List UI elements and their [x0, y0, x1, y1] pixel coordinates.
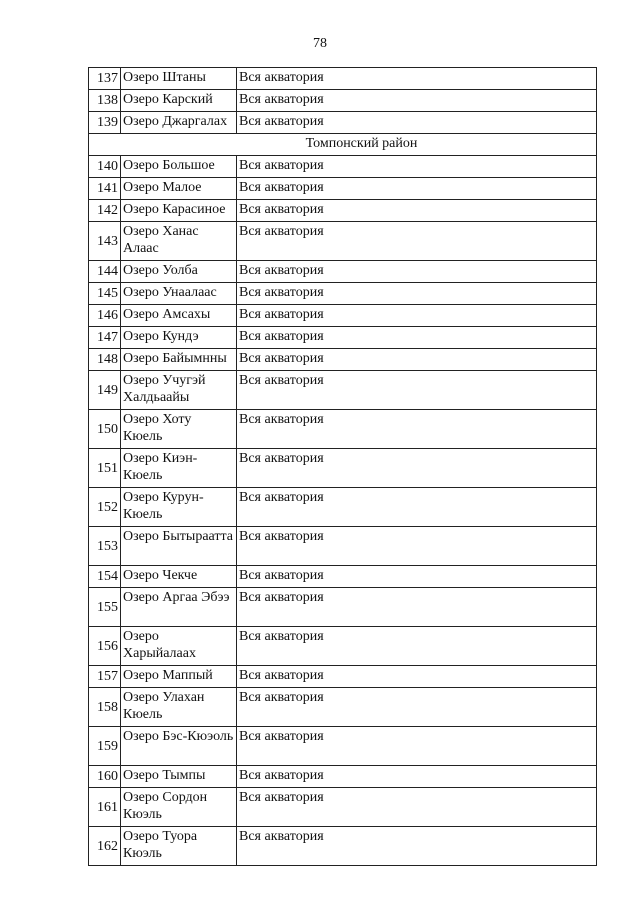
row-number: 147: [89, 327, 121, 349]
lake-area: Вся акватория: [237, 90, 597, 112]
row-number: 138: [89, 90, 121, 112]
row-number: 160: [89, 766, 121, 788]
table-row: [89, 410, 597, 449]
table-row: [89, 766, 597, 788]
table-row: [89, 200, 597, 222]
row-number: 153: [89, 527, 121, 566]
table-row: [89, 178, 597, 200]
lake-name: Озеро Сордон Кюэль: [121, 788, 237, 827]
lake-name: Озеро Киэн-Кюель: [121, 449, 237, 488]
row-number: 157: [89, 666, 121, 688]
row-number: 150: [89, 410, 121, 449]
lake-name: Озеро Амсахы: [121, 305, 237, 327]
lake-area: Вся акватория: [237, 449, 597, 488]
lake-area: Вся акватория: [237, 68, 597, 90]
table-row: [89, 588, 597, 627]
row-number: 154: [89, 566, 121, 588]
lake-name: Озеро Маппый: [121, 666, 237, 688]
row-number: 143: [89, 222, 121, 261]
lake-area: Вся акватория: [237, 327, 597, 349]
lake-name: Озеро Карский: [121, 90, 237, 112]
table-row: [89, 627, 597, 666]
row-number: 140: [89, 156, 121, 178]
lake-area: Вся акватория: [237, 222, 597, 261]
lake-name: Озеро Курун-Кюель: [121, 488, 237, 527]
row-number: 155: [89, 588, 121, 627]
lake-area: Вся акватория: [237, 688, 597, 727]
table-row: [89, 283, 597, 305]
table-row: [89, 90, 597, 112]
lake-area: Вся акватория: [237, 200, 597, 222]
table-row: [89, 371, 597, 410]
lake-name: Озеро Чекче: [121, 566, 237, 588]
row-number: 146: [89, 305, 121, 327]
row-number: 149: [89, 371, 121, 410]
lake-name: Озеро Кундэ: [121, 327, 237, 349]
row-number: 161: [89, 788, 121, 827]
lake-area: Вся акватория: [237, 488, 597, 527]
row-number: 141: [89, 178, 121, 200]
lake-area: Вся акватория: [237, 156, 597, 178]
lake-area: Вся акватория: [237, 627, 597, 666]
lake-name: Озеро Улахан Кюель: [121, 688, 237, 727]
lake-name: Озеро Тымпы: [121, 766, 237, 788]
lake-area: Вся акватория: [237, 305, 597, 327]
lake-area: Вся акватория: [237, 727, 597, 766]
lake-name: Озеро Карасиное: [121, 200, 237, 222]
row-number: 151: [89, 449, 121, 488]
lakes-table: [88, 67, 597, 866]
lake-name: Озеро Малое: [121, 178, 237, 200]
table-row: [89, 261, 597, 283]
row-number: 137: [89, 68, 121, 90]
row-number: 158: [89, 688, 121, 727]
lake-name: Озеро Бэс-Кюэоль: [121, 727, 237, 766]
table-row: [89, 305, 597, 327]
table-row: [89, 222, 597, 261]
lake-area: Вся акватория: [237, 371, 597, 410]
lake-area: Вся акватория: [237, 349, 597, 371]
lake-name: Озеро Штаны: [121, 68, 237, 90]
table-row: [89, 527, 597, 566]
lake-name: Озеро Большое: [121, 156, 237, 178]
table-row: [89, 827, 597, 866]
row-number: 142: [89, 200, 121, 222]
lake-area: Вся акватория: [237, 410, 597, 449]
row-number: 145: [89, 283, 121, 305]
lake-name: Озеро Хоту Кюель: [121, 410, 237, 449]
lake-name: Озеро Аргаа Эбээ: [121, 588, 237, 627]
row-number: 152: [89, 488, 121, 527]
lake-name: Озеро Бытыраатта: [121, 527, 237, 566]
row-number: 162: [89, 827, 121, 866]
lake-area: Вся акватория: [237, 566, 597, 588]
table-row: [89, 327, 597, 349]
lake-area: Вся акватория: [237, 261, 597, 283]
lake-name: Озеро Байымнны: [121, 349, 237, 371]
lake-area: Вся акватория: [237, 788, 597, 827]
lake-name: Озеро Джаргалах: [121, 112, 237, 134]
lake-area: Вся акватория: [237, 766, 597, 788]
lake-area: Вся акватория: [237, 666, 597, 688]
lake-name: Озеро Туора Кюэль: [121, 827, 237, 866]
row-number: 156: [89, 627, 121, 666]
table-row: [89, 68, 597, 90]
table-row: [89, 788, 597, 827]
lake-area: Вся акватория: [237, 112, 597, 134]
row-number: 139: [89, 112, 121, 134]
lake-area: Вся акватория: [237, 527, 597, 566]
lake-area: Вся акватория: [237, 827, 597, 866]
lake-area: Вся акватория: [237, 283, 597, 305]
lake-name: Озеро Ханас Алаас: [121, 222, 237, 261]
lake-name: Озеро Уолба: [121, 261, 237, 283]
row-number: 148: [89, 349, 121, 371]
table-row: [89, 727, 597, 766]
table-row: [89, 566, 597, 588]
lake-area: Вся акватория: [237, 588, 597, 627]
lake-name: Озеро Унаалаас: [121, 283, 237, 305]
row-number: 159: [89, 727, 121, 766]
section-title: Томпонский район: [89, 134, 597, 156]
table-row: [89, 666, 597, 688]
lake-name: Озеро Учугэй Халдьаайы: [121, 371, 237, 410]
table-row: [89, 156, 597, 178]
section-row: [89, 134, 597, 156]
page-number: 78: [313, 36, 327, 51]
row-number: 144: [89, 261, 121, 283]
lake-name: Озеро Харыйалаах: [121, 627, 237, 666]
lake-area: Вся акватория: [237, 178, 597, 200]
table-row: [89, 112, 597, 134]
table-row: [89, 449, 597, 488]
table-row: [89, 488, 597, 527]
table-row: [89, 688, 597, 727]
table-row: [89, 349, 597, 371]
